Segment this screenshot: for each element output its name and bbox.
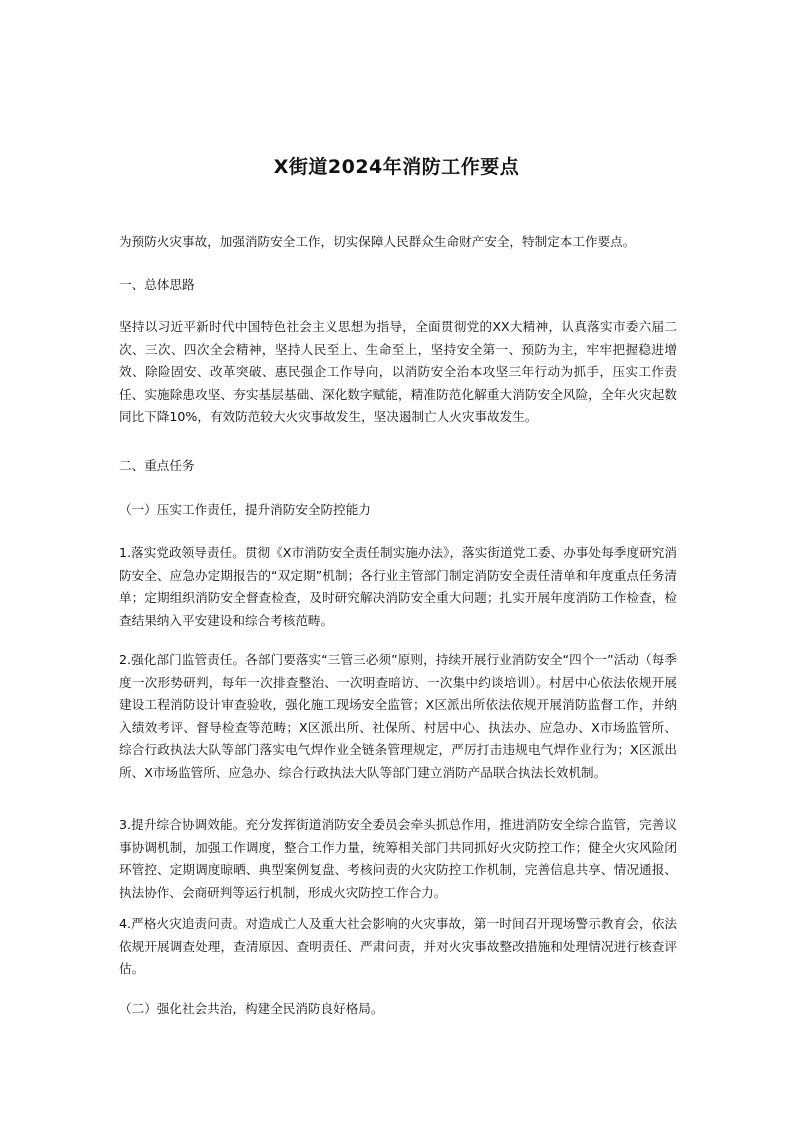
task-item-3: 3.提升综合协调效能。充分发挥街道消防安全委员会牵头抓总作用，推进消防安全综合监管，完善议事协调机制，加强工作调度，整合工作力量，统筹相关部门共同抓好火灾防控工作；健全火灾风险闭环管控、定期调度晾晒、典型案例复盘、考核问责的火灾防控工作机制，完善信息共享、情况通报、执法协作、会商研判等运行机制，形成火灾防控工作合力。 (119, 817, 677, 900)
task-item-4: 4.严格火灾追责问责。对造成亡人及重大社会影响的火灾事故，第一时间召开现场警示教育会，依法依规开展调查处理，查清原因、查明责任、严肃问责，并对火灾事故整改措施和处理情况进行核查评估。 (119, 916, 677, 976)
overall-paragraph: 坚持以习近平新时代中国特色社会主义思想为指导，全面贯彻党的XX大精神，认真落实市委六届二次、三次、四次全会精神，坚持人民至上、生命至上，坚持安全第一、预防为主，牢牢把握稳进增效、除险固安、改革突破、惠民强企工作导向，以消防安全治本攻坚三年行动为抓手，压实工作责任、实施除患攻坚、夯实基层基础、深化数字赋能，精准防范化解重大消防安全风险，全年火灾起数同比下降10%，有效防范较大火灾事故发生，坚决遏制亡人火灾事故发生。 (119, 319, 677, 424)
section-heading-overall: 一、总体思路 (119, 277, 195, 292)
subsection-heading-social: （二）强化社会共治，构建全民消防良好格局。 (119, 1001, 384, 1016)
intro-paragraph: 为预防火灾事故，加强消防安全工作，切实保障人民群众生命财产安全，特制定本工作要点。 (119, 234, 636, 249)
subsection-heading-responsibility: （一）压实工作责任，提升消防安全防控能力 (119, 502, 371, 517)
task-item-2: 2.强化部门监管责任。各部门要落实“三管三必须”原则，持续开展行业消防安全“四个一”活动（每季度一次形势研判，每年一次排查整治、一次明查暗访、一次集中约谈培训）。村居中心依法依规开展建设工程消防设计审查验收，强化施工现场安全监管；X区派出所依法依规开展消防监督工作，并纳入绩效考评、督导检查等范畴；X区派出所、社保所、村居中心、执法办、应急办、X市场监管所、综合行政执法大队等部门落实电气焊作业全链条管理规定，严厉打击违规电气焊作业行为；X区派出所、X市场监管所、应急办、综合行政执法大队等部门建立消防产品联合执法长效机制。 (119, 652, 677, 780)
section-heading-key-tasks: 二、重点任务 (119, 458, 195, 473)
task-item-1: 1.落实党政领导责任。贯彻《X市消防安全责任制实施办法》，落实街道党工委、办事处每季度研究消防安全、应急办定期报告的“双定期”机制；各行业主管部门制定消防安全责任清单和年度重点任务清单；定期组织消防安全督查检查，及时研究解决消防安全重大问题；扎实开展年度消防工作检查，检查结果纳入平安建设和综合考核范畴。 (119, 545, 677, 628)
document-title: X街道2024年消防工作要点 (273, 156, 520, 178)
